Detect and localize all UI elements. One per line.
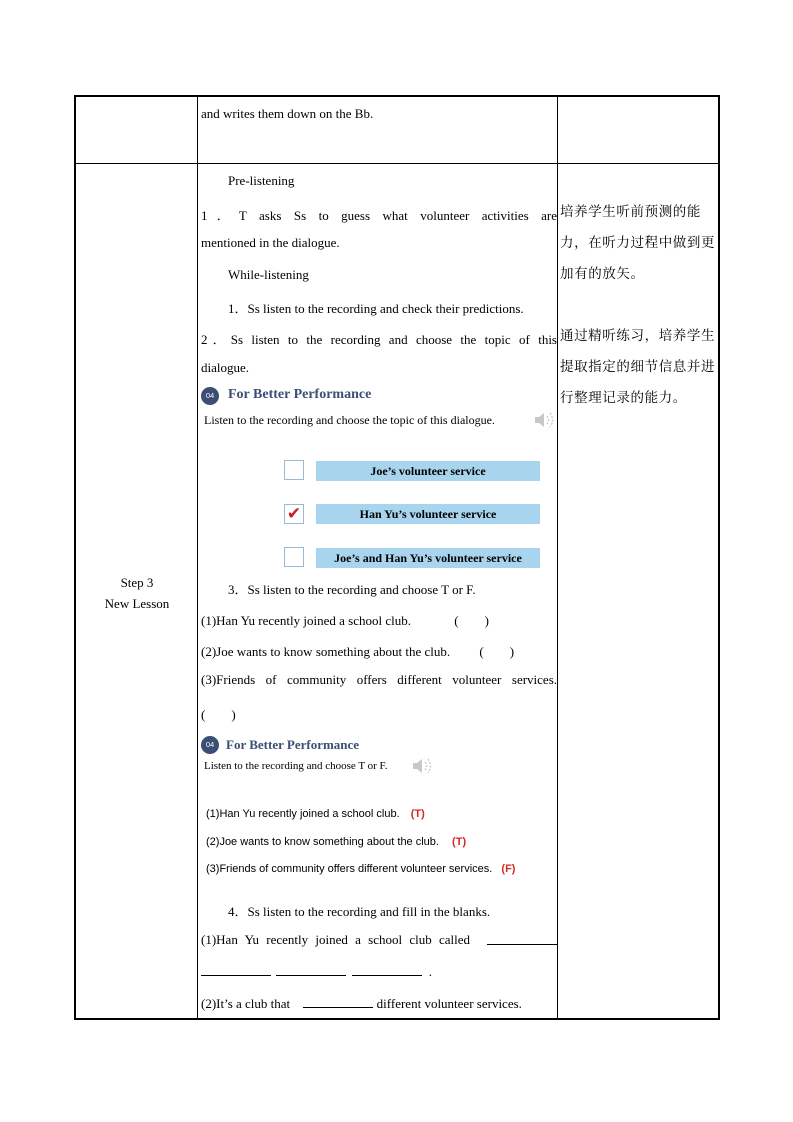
step-title: New Lesson bbox=[104, 596, 170, 611]
blank-line[interactable] bbox=[303, 995, 373, 1008]
fill-blank-2-start: (2)It’s a club that bbox=[201, 996, 291, 1011]
option-label: Joe’s volunteer service bbox=[316, 461, 540, 481]
row1-text: and writes them down on the Bb. bbox=[201, 106, 374, 121]
fill-blank-2-end: different volunteer services. bbox=[376, 996, 522, 1011]
teaching-note-1 bbox=[560, 197, 720, 290]
column-divider bbox=[197, 97, 198, 1018]
note-line: 加有的放矢。 bbox=[560, 266, 645, 282]
paragraph-5: 4．Ss listen to the recording and fill in the blanks. bbox=[228, 904, 491, 919]
pre-listening-heading: Pre-listening bbox=[228, 173, 295, 188]
fill-blank-1-text: (1)Han Yu recently joined a school club called bbox=[201, 932, 471, 947]
paragraph-1-line-2: mentioned in the dialogue. bbox=[201, 235, 340, 250]
check-icon: ✔ bbox=[286, 504, 302, 524]
slide-instruction: Listen to the recording and choose the topic of this dialogue. bbox=[204, 413, 495, 427]
question-3-line-2: ( ) bbox=[201, 707, 236, 722]
blank-line[interactable] bbox=[487, 932, 557, 945]
question-2 bbox=[201, 641, 514, 660]
option-checkbox-checked[interactable] bbox=[284, 504, 304, 524]
slide-title: For Better Performance bbox=[226, 737, 360, 752]
paragraph-3-line-1: 2．Ss listen to the recording and choose the topic of this bbox=[201, 332, 557, 347]
paragraph-3-line-2: dialogue. bbox=[201, 360, 250, 375]
blank-line[interactable] bbox=[276, 963, 346, 976]
note-line: 通过精听练习，培养学生 bbox=[560, 328, 716, 344]
blank-line[interactable] bbox=[201, 963, 271, 976]
row-divider bbox=[76, 163, 718, 164]
fill-blank-2 bbox=[201, 995, 522, 1012]
paragraph-1-line-1: 1．T asks Ss to guess what volunteer activities are bbox=[201, 208, 557, 223]
step-number: Step 3 bbox=[120, 575, 154, 590]
note-line: 行整理记录的能力。 bbox=[560, 390, 687, 406]
tf-item-text: (1)Han Yu recently joined a school club. bbox=[206, 808, 400, 820]
slide-instruction: Listen to the recording and choose T or F. bbox=[204, 760, 388, 772]
tf-answer: (T) bbox=[452, 836, 467, 848]
tf-item bbox=[206, 808, 425, 820]
option-label: Han Yu’s volunteer service bbox=[316, 504, 540, 524]
teaching-note-2 bbox=[560, 321, 720, 414]
option-checkbox[interactable] bbox=[284, 547, 304, 567]
note-line: 提取指定的细节信息并进 bbox=[560, 359, 716, 375]
speaker-icon[interactable] bbox=[533, 410, 555, 430]
slide-badge: 04 bbox=[201, 387, 219, 405]
tf-answer: (T) bbox=[410, 808, 425, 820]
speaker-icon[interactable] bbox=[411, 756, 433, 776]
paragraph-4: 3．Ss listen to the recording and choose T or F. bbox=[228, 582, 476, 597]
step-label bbox=[76, 572, 198, 614]
paragraph-2: 1．Ss listen to the recording and check their predictions. bbox=[228, 301, 524, 316]
slide-badge: 04 bbox=[201, 736, 219, 754]
tf-item-text: (2)Joe wants to know something about the club. bbox=[206, 836, 439, 848]
question-1 bbox=[201, 610, 489, 629]
while-listening-heading: While-listening bbox=[228, 267, 309, 282]
note-line: 培养学生听前预测的能 bbox=[560, 204, 701, 220]
fill-blank-1-line-2 bbox=[201, 963, 432, 980]
question-1-text: (1)Han Yu recently joined a school club. bbox=[201, 613, 411, 628]
lesson-table bbox=[74, 95, 720, 1020]
tf-answer: (F) bbox=[501, 863, 516, 875]
slide-title: For Better Performance bbox=[228, 387, 372, 402]
question-3-line-1: (3)Friends of community offers different volunteer services. bbox=[201, 672, 557, 687]
answer-paren: ( ) bbox=[454, 613, 489, 628]
column-divider bbox=[557, 97, 558, 1018]
option-label: Joe’s and Han Yu’s volunteer service bbox=[316, 548, 540, 568]
option-checkbox[interactable] bbox=[284, 460, 304, 480]
period: . bbox=[428, 964, 432, 979]
question-2-text: (2)Joe wants to know something about the club. bbox=[201, 644, 451, 659]
tf-item bbox=[206, 836, 466, 848]
tf-item bbox=[206, 863, 515, 875]
answer-paren: ( ) bbox=[479, 644, 515, 659]
tf-item-text: (3)Friends of community offers different volunteer services. bbox=[206, 863, 493, 875]
note-line: 力，在听力过程中做到更 bbox=[560, 235, 716, 251]
blank-line[interactable] bbox=[352, 963, 422, 976]
fill-blank-1 bbox=[201, 932, 557, 948]
